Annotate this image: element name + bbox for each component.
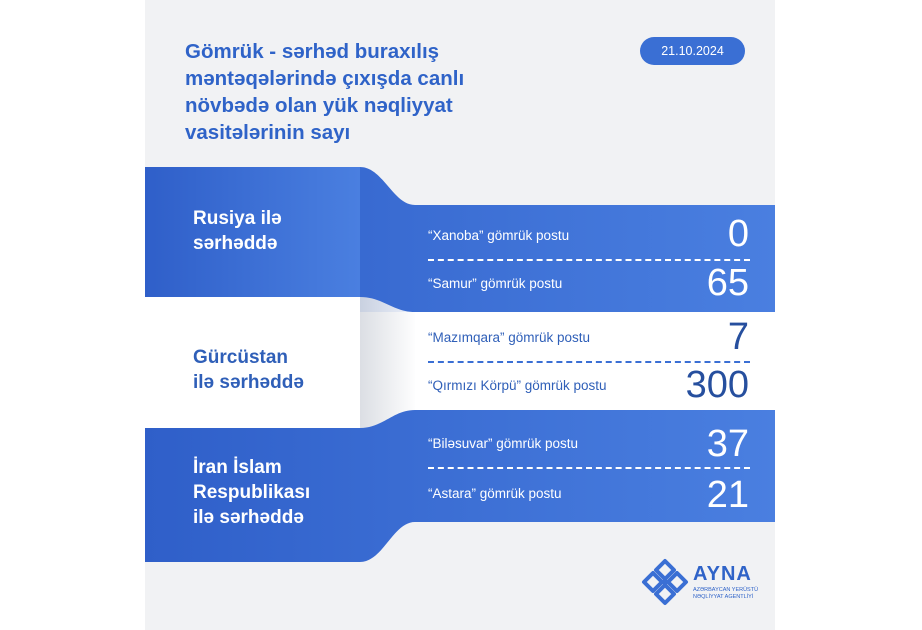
post-name: “Mazımqara” gömrük postu [428,330,591,345]
logo-subtitle: AZƏRBAYCAN YERÜSTÜ NƏQLİYYAT AGENTLİYİ [693,587,759,600]
infographic-card [145,0,775,630]
divider [428,361,750,363]
divider [428,259,750,261]
divider [428,467,750,469]
date-badge: 21.10.2024 [640,37,745,65]
post-value: 0 [727,213,749,255]
infographic-title: Gömrük - sərhəd buraxılış məntəqələrində çıxışda canlı növbədə olan yük nəqliyyat vasitələrinin sayı [185,40,465,144]
post-name: “Samur” gömrük postu [428,276,563,291]
region-label-georgia: Gürcüstan ilə sərhəddə [193,347,304,393]
region-label-russia: Rusiya ilə sərhəddə [193,208,282,254]
post-value: 300 [685,364,749,406]
band-georgia-shade [360,297,415,428]
post-value: 7 [727,316,749,358]
region-label-iran: İran İslam Respublikası ilə sərhəddə [193,457,311,528]
ayna-logo-icon [640,557,690,607]
post-name: “Qırmızı Körpü” gömrük postu [428,378,607,393]
post-name: “Xanoba” gömrük postu [428,228,570,243]
post-value: 21 [706,474,749,516]
logo-name: AYNA [693,563,752,585]
post-value: 37 [706,423,749,465]
post-name: “Biləsuvar” gömrük postu [428,436,579,451]
post-value: 65 [706,262,749,304]
bands-graphic [145,0,775,630]
post-name: “Astara” gömrük postu [428,486,562,501]
